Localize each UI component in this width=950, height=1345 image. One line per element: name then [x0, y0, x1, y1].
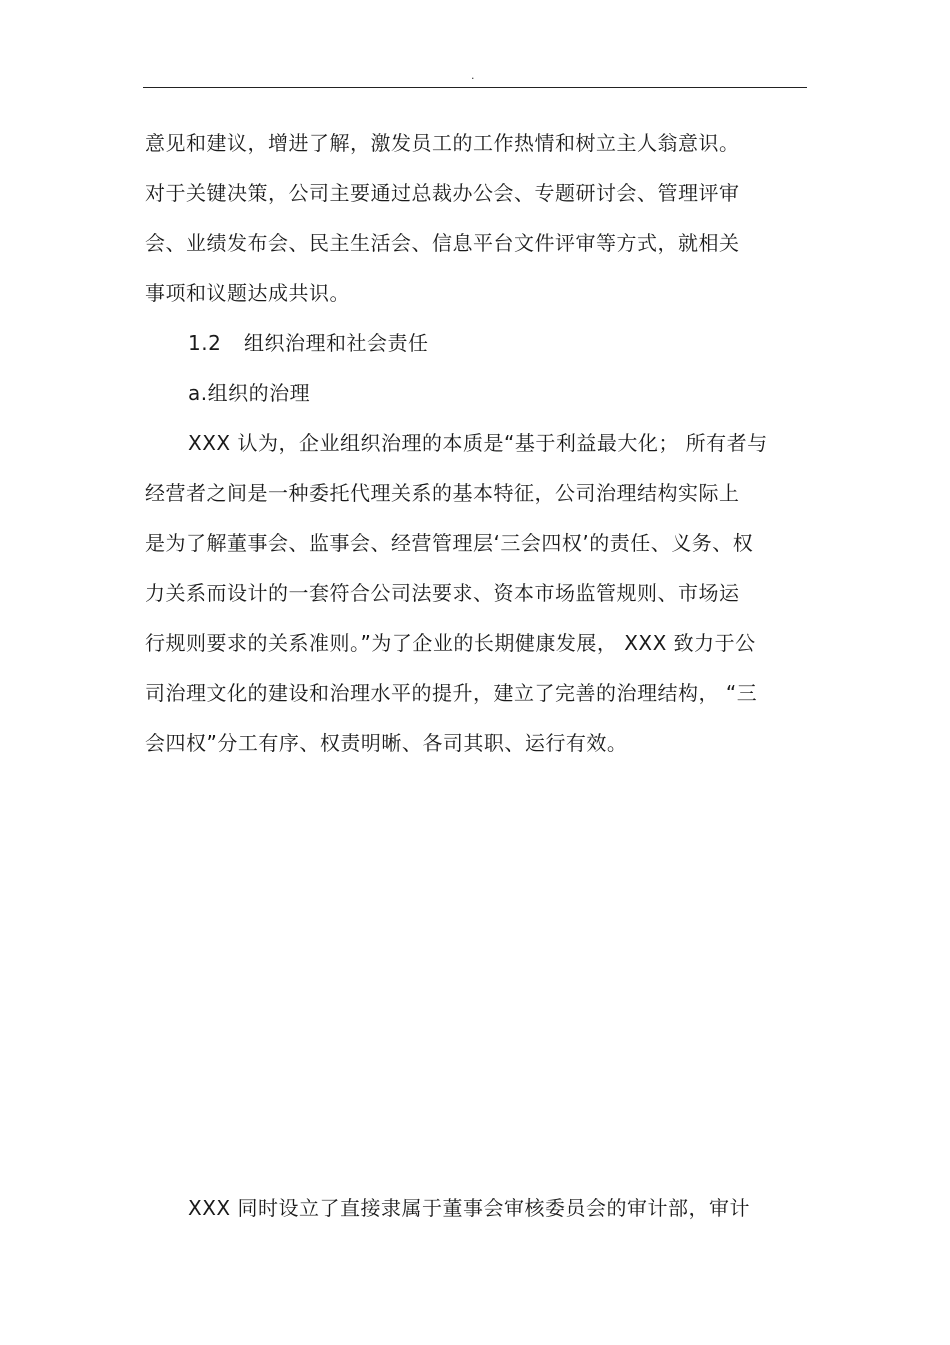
body-line-1: 意见和建议，增进了解，激发员工的工作热情和树立主人翁意识。	[145, 131, 740, 155]
body-line-4: 事项和议题达成共识。	[145, 281, 350, 305]
body-line-3: 会、业绩发布会、民主生活会、信息平台文件评审等方式，就相关	[145, 231, 740, 255]
para2-line-3: 是为了解董事会、监事会、经营管理层‘三会四权’的责任、义务、权	[145, 531, 754, 555]
para2-line-6: 司治理文化的建设和治理水平的提升，建立了完善的治理结构， “三	[145, 681, 758, 705]
para2-line-1: XXX 认为，企业组织治理的本质是“基于利益最大化； 所有者与	[188, 431, 768, 455]
para3-line-1: XXX 同时设立了直接隶属于董事会审核委员会的审计部，审计	[188, 1196, 750, 1220]
section-number: 1.2	[188, 331, 222, 355]
section-heading	[188, 328, 429, 358]
para2-line-2: 经营者之间是一种委托代理关系的基本特征，公司治理结构实际上	[145, 481, 740, 505]
para2-line-7: 会四权”分工有序、权责明晰、各司其职、运行有效。	[145, 731, 628, 755]
para2-line-5: 行规则要求的关系准则。”为了企业的长期健康发展， XXX 致力于公	[145, 631, 756, 655]
section-title: 组织治理和社会责任	[244, 331, 429, 355]
para2-line-4: 力关系而设计的一套符合公司法要求、资本市场监管规则、市场运	[145, 581, 740, 605]
subsection-heading: a.组织的治理	[188, 381, 311, 405]
body-line-2: 对于关键决策，公司主要通过总裁办公会、专题研讨会、管理评审	[145, 181, 740, 205]
header-dot: .	[471, 69, 475, 82]
header-rule	[143, 87, 807, 88]
